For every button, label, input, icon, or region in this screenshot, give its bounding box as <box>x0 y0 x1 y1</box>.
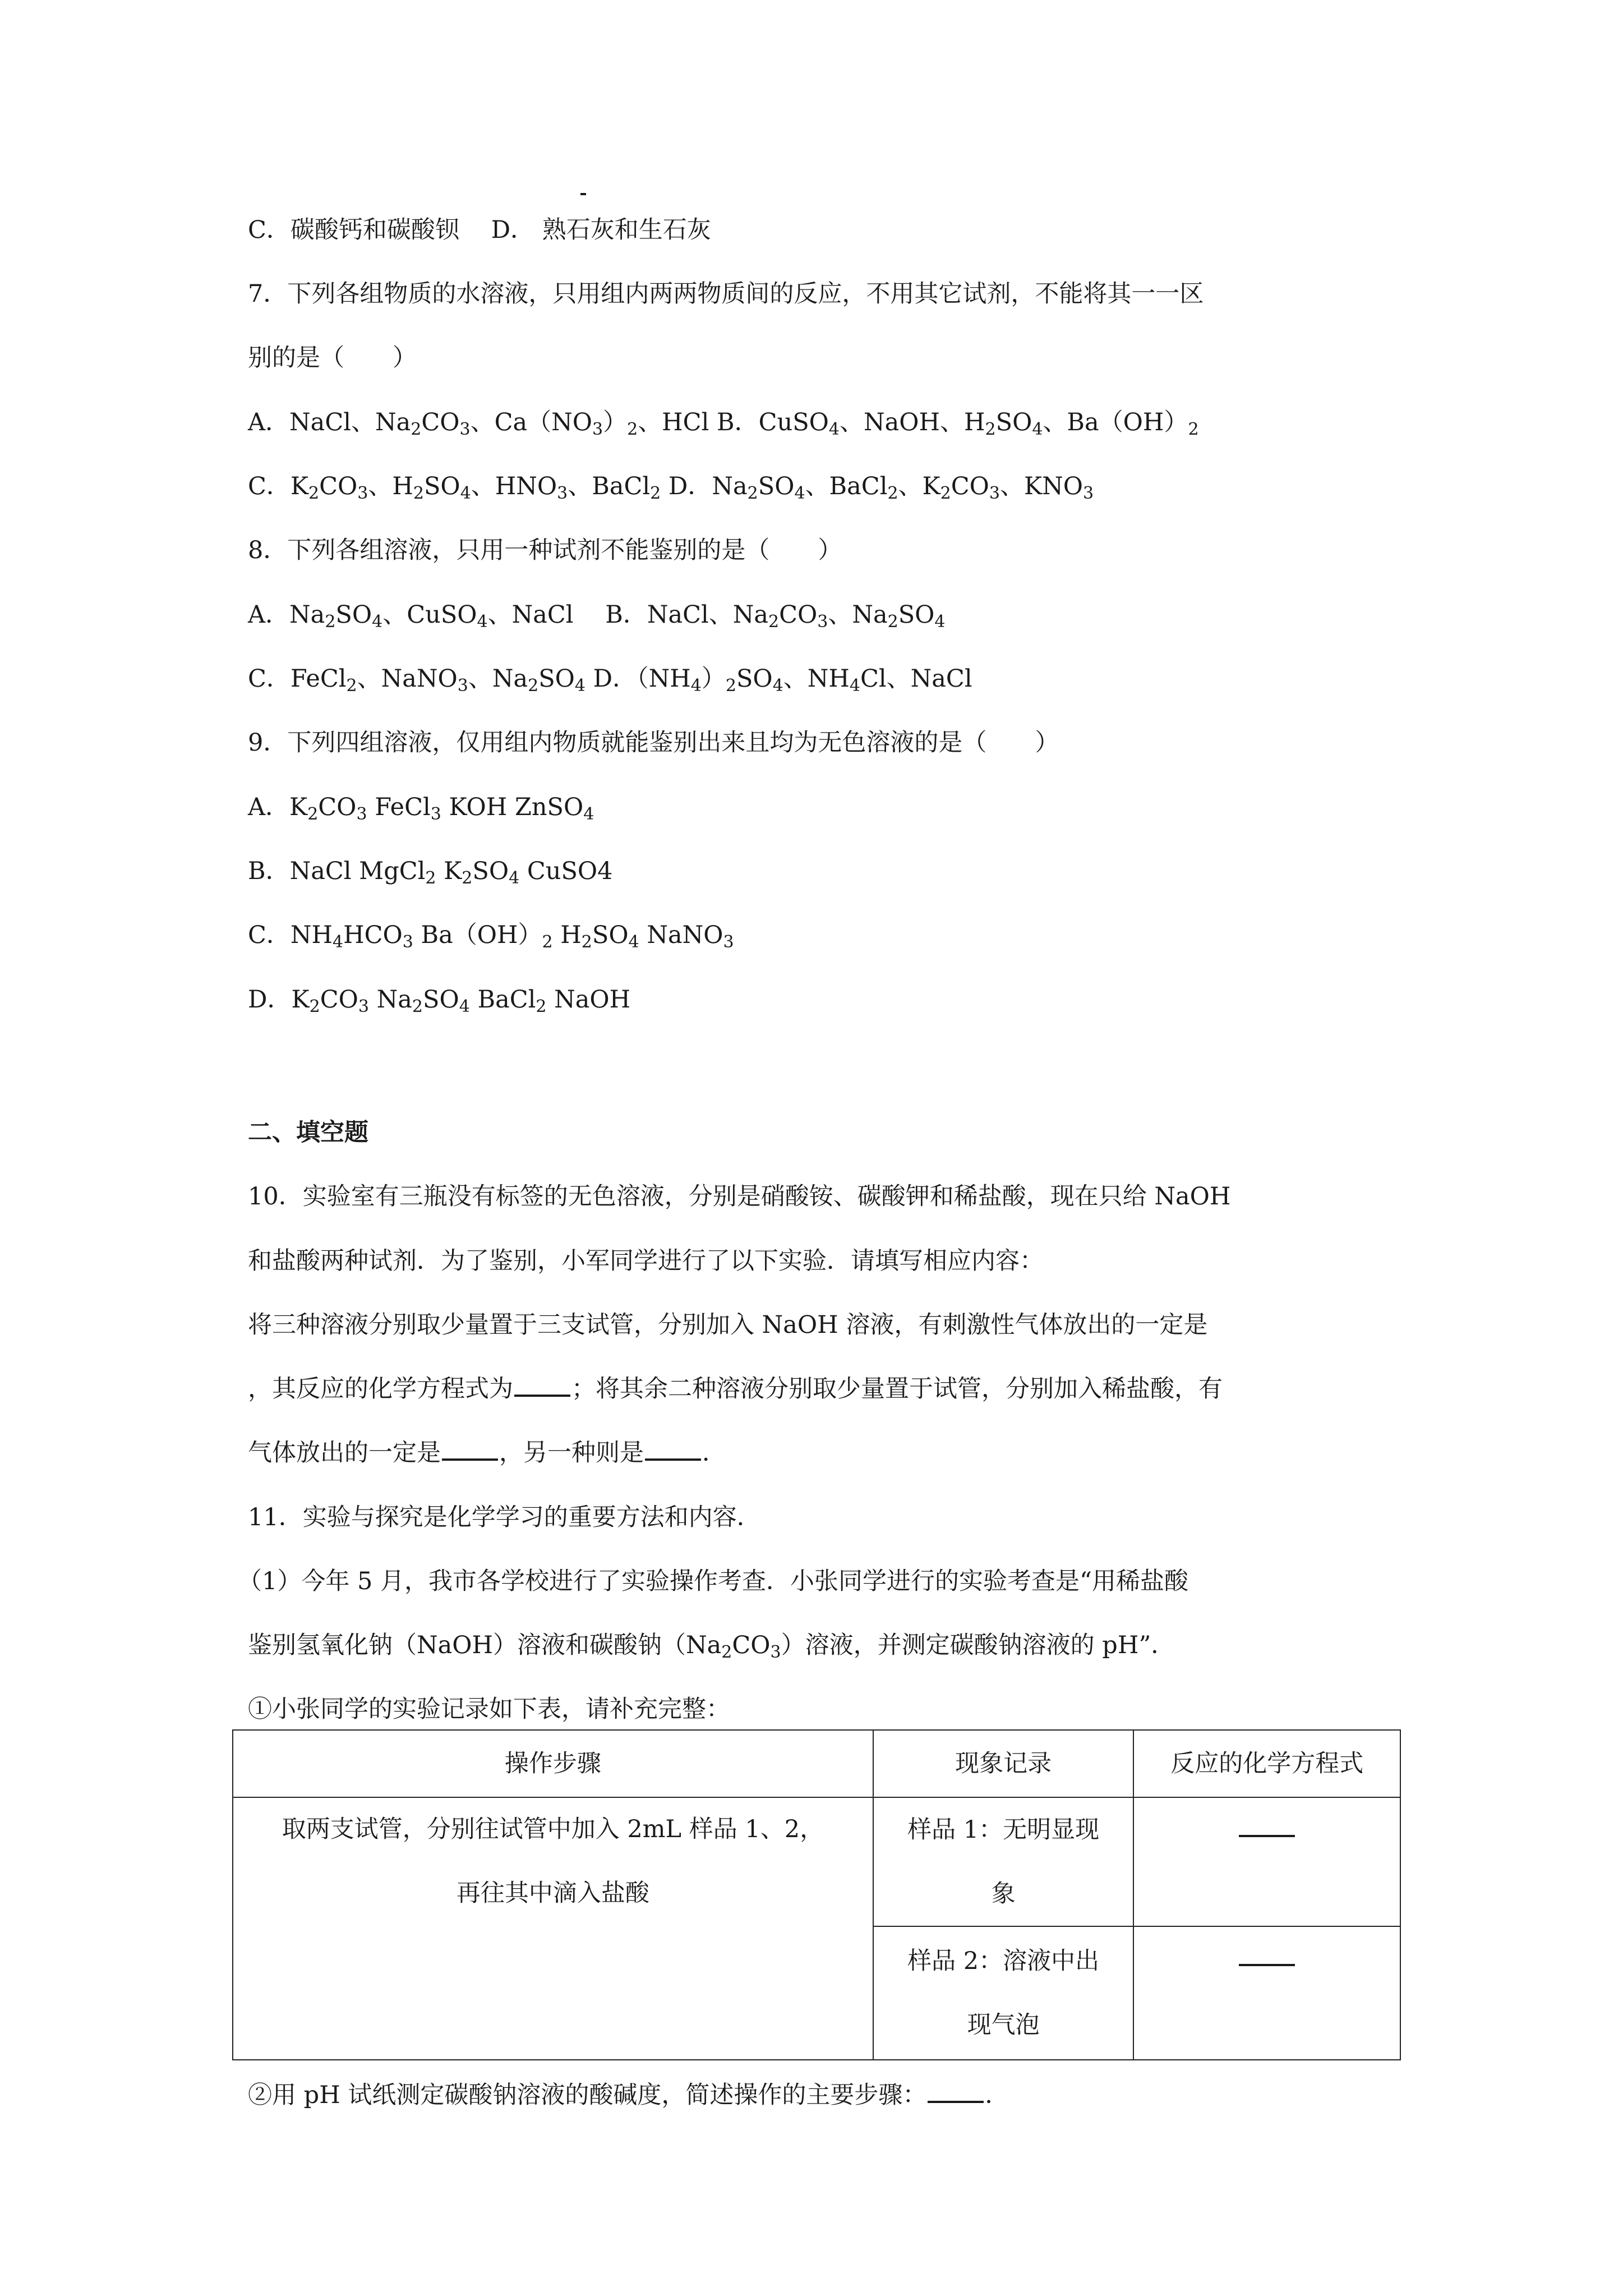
q9-option-a: A．$K_2CO_3$ FeCl$_3$ KOH ZnSO$_4$ <box>248 793 594 824</box>
table-header: 操作步骤 <box>233 1730 873 1797</box>
step-text-line1: 取两支试管，分别往试管中加入 2mL 样品 1、2， <box>282 1815 824 1843</box>
observation-line1: 样品 1：无明显现 <box>907 1816 1100 1844</box>
q10-line1: 10．实验室有三瓶没有标签的无色溶液，分别是硝酸铵、碳酸钾和稀盐酸，现在只给 NaOH <box>248 1182 1231 1211</box>
q11-part1-line1: （1）今年 5 月，我市各学校进行了实验操作考查．小张同学进行的实验考查是“用稀盐酸 <box>238 1567 1189 1595</box>
table-header-row <box>233 1730 1400 1797</box>
answer-blank[interactable] <box>928 2084 984 2103</box>
stray-mark <box>580 193 586 195</box>
q10-line2: 和盐酸两种试剂．为了鉴别，小军同学进行了以下实验．请填写相应内容： <box>248 1247 1044 1275</box>
q7-options-ab: A．NaCl、$Na_2CO_3$、$Ca(NO_3)_2$、HCl B．CuSO$_4$、NaOH、$H_2SO_4$、$Ba(OH)_2$ <box>248 408 1199 439</box>
observation-cell <box>873 1926 1134 2060</box>
q8-options-cd: C．FeCl$_2$、NaNO$_3$、$Na_2SO_4$ D．$(NH_4)_2SO_4$、$NH_4Cl$、NaCl <box>248 665 972 696</box>
equation-cell <box>1133 1797 1400 1926</box>
table-header: 反应的化学方程式 <box>1133 1730 1400 1797</box>
step-text-line2: 再往其中滴入盐酸 <box>456 1879 649 1907</box>
q9-option-d: D．$K_2CO_3$ $Na_2SO_4$ BaCl$_2$ NaOH <box>248 986 631 1016</box>
answer-blank[interactable] <box>1239 1818 1295 1837</box>
q11-stem: 11．实验与探究是化学学习的重要方法和内容． <box>248 1503 761 1531</box>
observation-line1: 样品 2：溶液中出 <box>907 1947 1100 1975</box>
q10-line5: 气体放出的一定是 ，另一种则是 ． <box>248 1439 726 1467</box>
q10-line3: 将三种溶液分别取少量置于三支试管，分别加入 NaOH 溶液，有刺激性气体放出的一定是 <box>248 1311 1208 1339</box>
observation-cell <box>873 1797 1134 1926</box>
q9-option-b: B．NaCl MgCl$_2$ $K_2SO_4$ CuSO4 <box>248 857 613 888</box>
q9-option-c: C．$NH_4HCO_3$ $Ba(OH)_2$ $H_2SO_4$ NaNO$_3$ <box>248 921 734 952</box>
q7-options-cd: C．$K_2CO_3$、$H_2SO_4$、$HNO_3$、BaCl$_2$ D．$Na_2SO_4$、BaCl$_2$、$K_2CO_3$、$KNO_3$ <box>248 472 1094 503</box>
answer-blank[interactable] <box>442 1442 498 1461</box>
section-heading-fill-in: 二、填空题 <box>248 1119 368 1147</box>
q6-options-cd: C．碳酸钙和碳酸钡 D． 熟石灰和生石灰 <box>248 216 711 244</box>
answer-blank[interactable] <box>514 1378 570 1397</box>
q11-part1-line2: 鉴别氢氧化钠（NaOH）溶液和碳酸钠$(Na_2CO_3)$溶液，并测定碳酸钠溶液的 pH”． <box>248 1631 1175 1662</box>
q9-stem: 9．下列四组溶液，仅用组内物质就能鉴别出来且均为无色溶液的是（ ） <box>248 729 1059 757</box>
table-header: 现象记录 <box>873 1730 1134 1797</box>
q8-stem: 8．下列各组溶液，只用一种试剂不能鉴别的是（ ） <box>248 536 842 564</box>
step-cell <box>233 1797 873 2060</box>
answer-blank[interactable] <box>1239 1947 1295 1966</box>
observation-line2: 现气泡 <box>967 2011 1040 2039</box>
q11-part2: ②用 pH 试纸测定碳酸钠溶液的酸碱度，简述操作的主要步骤： ． <box>248 2081 1009 2109</box>
experiment-table <box>232 1729 1401 2060</box>
q7-stem-line2: 别的是（ ） <box>248 344 417 372</box>
q7-stem-line1: 7．下列各组物质的水溶液，只用组内两两物质间的反应，不用其它试剂，不能将其一一区 <box>248 280 1204 308</box>
q10-line4: ，其反应的化学方程式为 ；将其余二种溶液分别取少量置于试管，分别加入稀盐酸，有 <box>248 1375 1223 1403</box>
observation-line2: 象 <box>991 1880 1016 1908</box>
q11-part1-instruction: ①小张同学的实验记录如下表，请补充完整： <box>248 1695 730 1723</box>
table-row <box>233 1797 1400 1926</box>
q8-options-ab: A．$Na_2SO_4$、CuSO$_4$、NaCl B．NaCl、$Na_2CO_3$、$Na_2SO_4$ <box>248 601 946 632</box>
answer-blank[interactable] <box>645 1442 701 1461</box>
equation-cell <box>1133 1926 1400 2060</box>
